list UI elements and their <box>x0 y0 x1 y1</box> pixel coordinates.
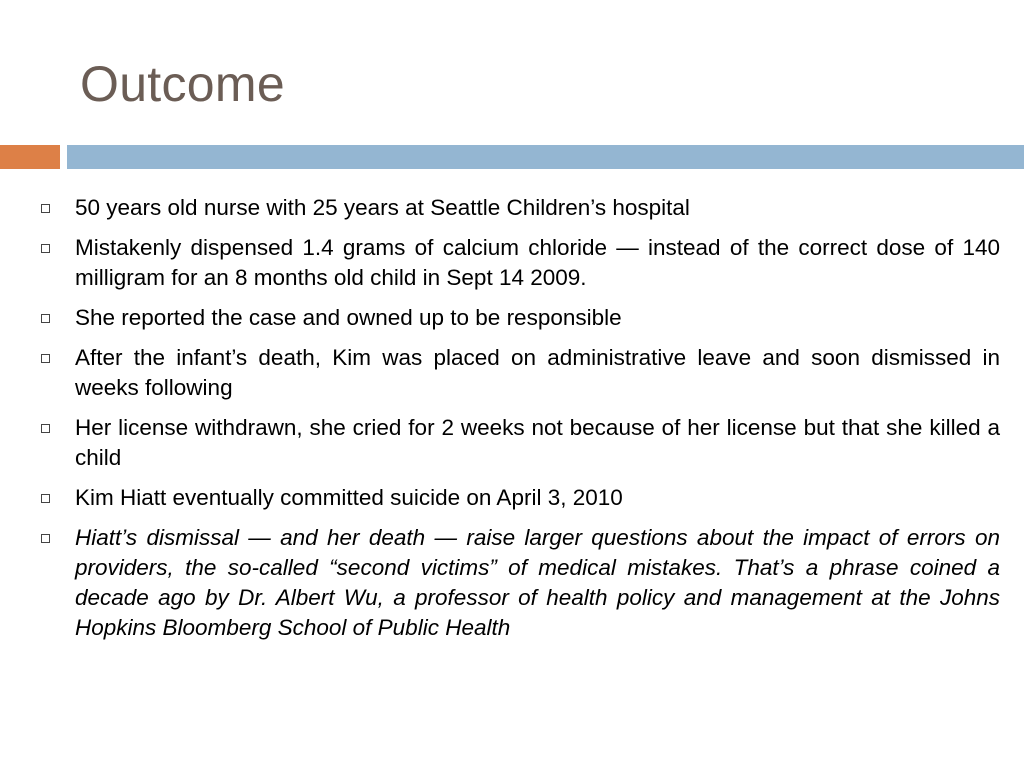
square-bullet-icon <box>41 534 50 543</box>
bullet-item <box>38 483 1000 513</box>
accent-band-blue <box>67 145 1024 169</box>
square-bullet-icon <box>41 354 50 363</box>
bullet-text: Mistakenly dispensed 1.4 grams of calcium chloride — instead of the correct dose of 140 milligram for an 8 months old child in Sept 14 2009. <box>75 235 1000 290</box>
bullet-text: Her license withdrawn, she cried for 2 weeks not because of her license but that she killed a child <box>75 415 1000 470</box>
bullet-item <box>38 303 1000 333</box>
bullet-item <box>38 343 1000 403</box>
accent-band-orange <box>0 145 60 169</box>
bullet-item <box>38 413 1000 473</box>
bullet-list <box>38 193 1000 653</box>
bullet-item <box>38 523 1000 643</box>
bullet-item <box>38 193 1000 223</box>
square-bullet-icon <box>41 494 50 503</box>
bullet-item <box>38 233 1000 293</box>
bullet-text-quote: Hiatt’s dismissal — and her death — raise larger questions about the impact of errors on providers, the so-called “second victims” of medical mistakes. That’s a phrase coined a decade ago by Dr. Albert Wu, a professor of health policy and management at the Johns Hopkins Bloomberg School of Public Health <box>75 525 1000 640</box>
square-bullet-icon <box>41 204 50 213</box>
bullet-text: 50 years old nurse with 25 years at Seattle Children’s hospital <box>75 195 690 220</box>
square-bullet-icon <box>41 314 50 323</box>
bullet-text: After the infant’s death, Kim was placed on administrative leave and soon dismissed in weeks following <box>75 345 1000 400</box>
slide-title: Outcome <box>80 56 285 112</box>
bullet-text: Kim Hiatt eventually committed suicide on April 3, 2010 <box>75 485 623 510</box>
square-bullet-icon <box>41 244 50 253</box>
bullet-text: She reported the case and owned up to be responsible <box>75 305 622 330</box>
square-bullet-icon <box>41 424 50 433</box>
